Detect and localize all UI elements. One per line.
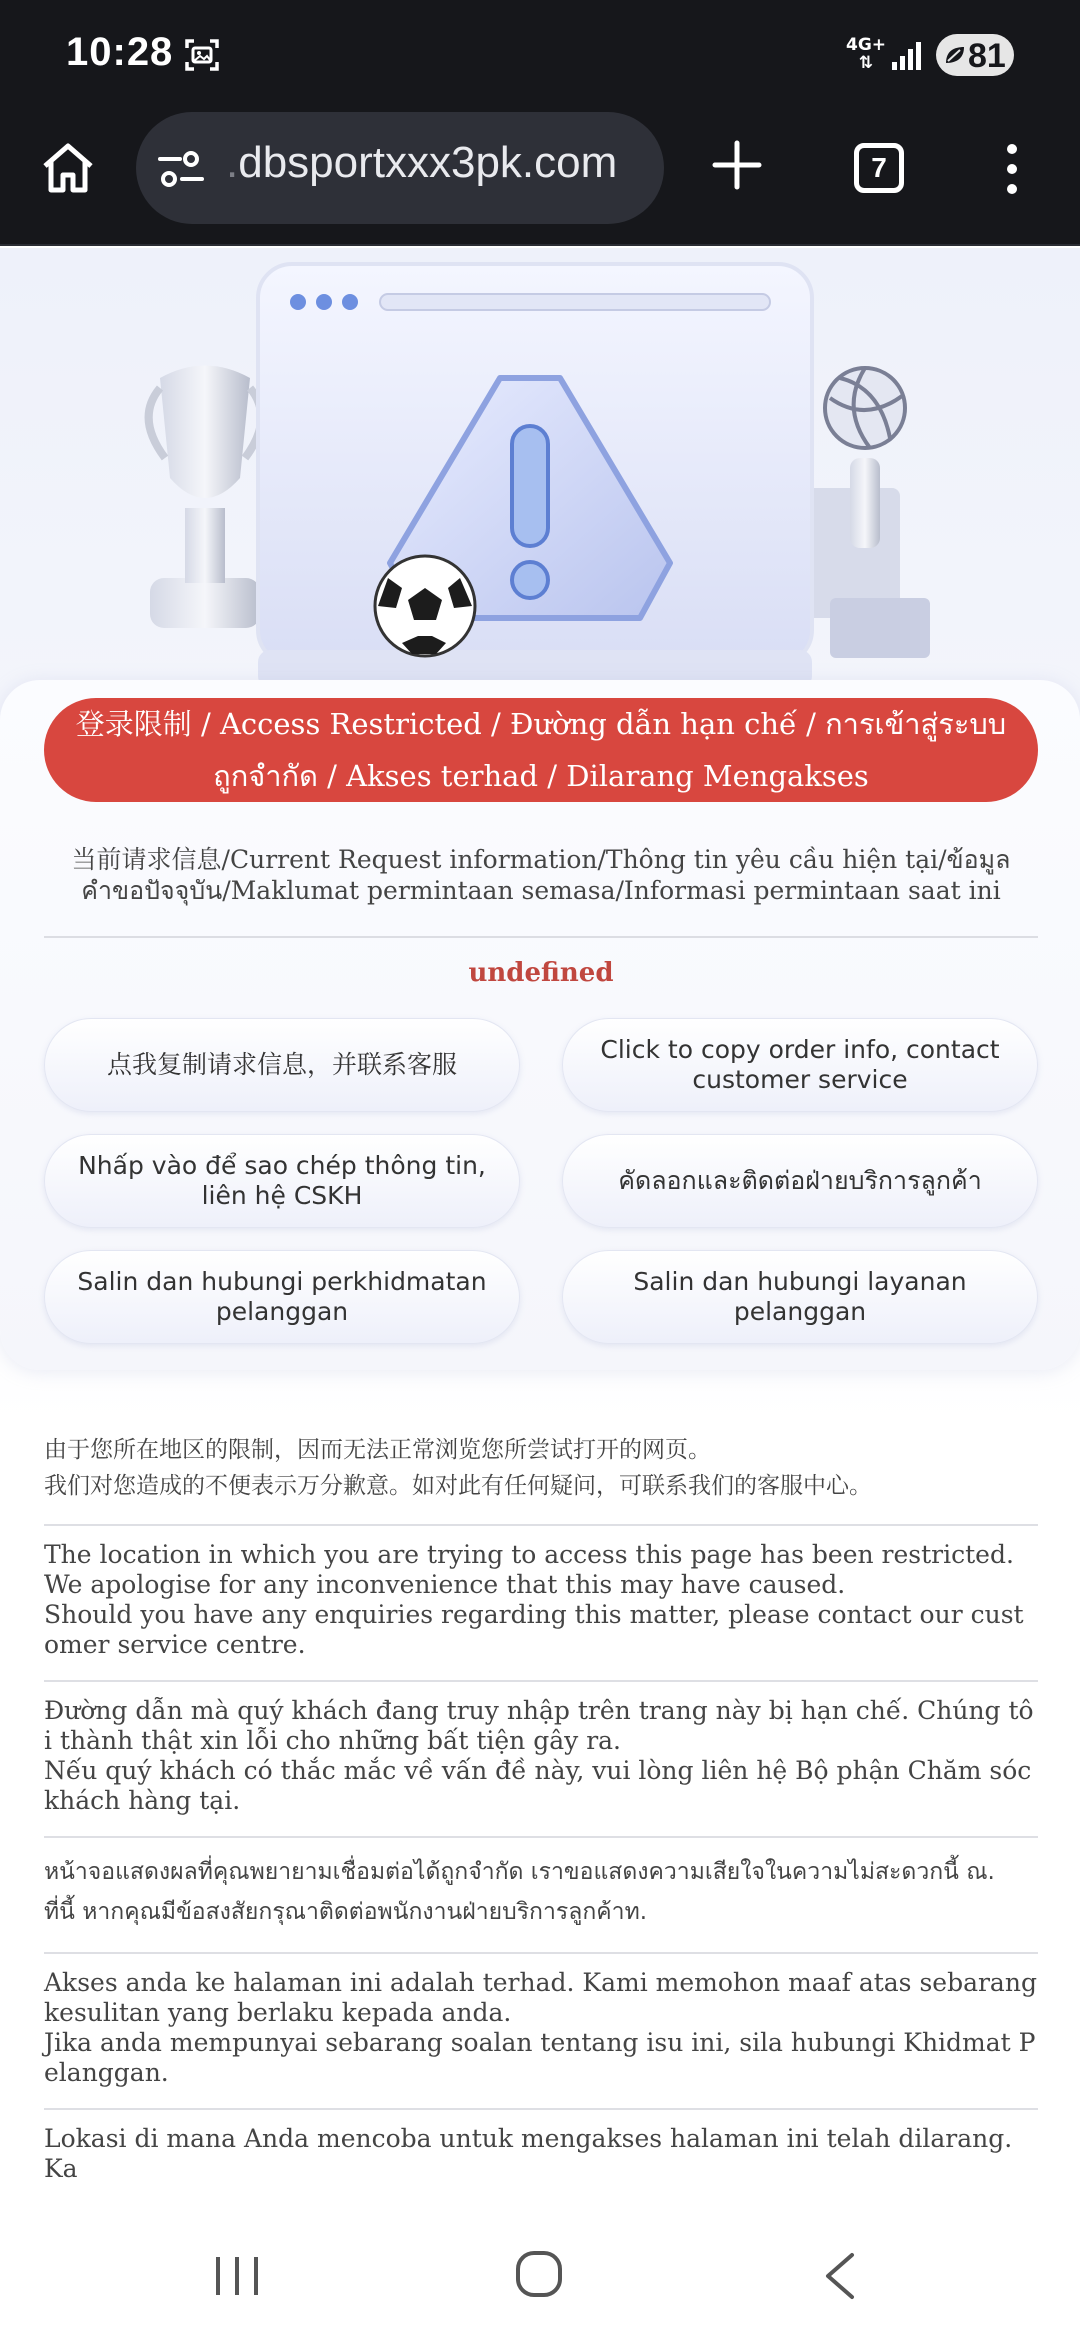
new-tab-icon[interactable] [712, 140, 762, 190]
message-th [44, 1838, 1038, 1954]
access-restricted-banner: 登录限制 / Access Restricted / Đường dẫn hạn chế / การเข้าสู่ระบบถูกจำกัด / Akses terhad / Dilarang Mengakses [44, 698, 1038, 802]
power-saving-leaf-icon [944, 45, 966, 65]
message-en [44, 1526, 1038, 1682]
message-line: Should you have any enquiries regarding this matter, please contact our customer service centre. [44, 1600, 1024, 1659]
restriction-messages [44, 1418, 1038, 2204]
page-content [0, 248, 1080, 2213]
more-options-icon[interactable] [998, 142, 1026, 196]
message-id [44, 2110, 1038, 2204]
url-faded-prefix: . [226, 138, 239, 187]
copy-info-button-vi[interactable]: Nhấp vào để sao chép thông tin, liên hệ CSKH [44, 1134, 520, 1228]
system-navigation-bar [0, 2213, 1080, 2340]
battery-indicator [936, 34, 1014, 76]
browser-toolbar [0, 110, 1080, 246]
home-icon[interactable] [40, 140, 96, 196]
restriction-card [0, 680, 1080, 1370]
message-line: Lokasi di mana Anda mencoba untuk mengakses halaman ini telah dilarang. Ka [44, 2124, 1013, 2183]
address-bar[interactable] [136, 112, 664, 224]
copy-request-info-button-zh[interactable]: 点我复制请求信息，并联系客服 [44, 1018, 520, 1112]
message-vi [44, 1682, 1038, 1838]
message-zh [44, 1418, 1038, 1526]
site-settings-icon[interactable] [158, 150, 204, 188]
message-line: 我们对您造成的不便表示万分歉意。如对此有任何疑问，可联系我们的客服中心。 [44, 1473, 872, 1499]
battery-level: 81 [968, 37, 1006, 75]
signal-icon [892, 40, 926, 72]
message-line: Jika anda mempunyai sebarang soalan tentang isu ini, sila hubungi Khidmat Pelanggan. [44, 2028, 1036, 2087]
data-arrows-icon: ⇅ [858, 53, 874, 73]
home-button-icon[interactable] [514, 2249, 564, 2299]
divider [44, 936, 1038, 938]
screenshot-notification-icon [184, 38, 220, 72]
url-text[interactable] [226, 138, 617, 188]
copy-info-button-id[interactable]: Salin dan hubungi layanan pelanggan [562, 1250, 1038, 1344]
recent-apps-icon[interactable] [212, 2253, 262, 2299]
request-info-value: undefined [468, 958, 614, 988]
message-line: The location in which you are trying to access this page has been restricted. We apologise for any inconvenience that this may have caused. [44, 1540, 1014, 1599]
copy-info-button-th[interactable]: คัดลอกและติดต่อฝ่ายบริการลูกค้า [562, 1134, 1038, 1228]
network-type: 4G+ [846, 35, 887, 55]
status-time: 10:28 [66, 30, 174, 74]
status-bar [0, 0, 1080, 110]
trophy [149, 366, 262, 629]
current-request-label: 当前请求信息/Current Request information/Thông tin yêu cầu hiện tại/ข้อมูลคำขอปัจจุบัน/Maklumat permintaan semasa/Informasi permintaan saat ini [71, 845, 1011, 905]
url-domain: dbsportxxx3pk.com [238, 138, 618, 187]
message-line: ที่นี้ หากคุณมีข้อสงสัยกรุณาติดต่อพนักงานฝ่ายบริการลูกค้าท. [44, 1899, 648, 1925]
access-restricted-illustration [140, 258, 940, 698]
message-ms [44, 1954, 1038, 2110]
tab-switcher-button[interactable]: 7 [854, 143, 904, 193]
back-icon[interactable] [822, 2251, 858, 2301]
message-line: หน้าจอแสดงผลที่คุณพยายามเชื่อมต่อได้ถูกจำกัด เราขอแสดงความเสียใจในความไม่สะดวกนี้ ณ. [44, 1859, 995, 1885]
message-line: Đường dẫn mà quý khách đang truy nhập trên trang này bị hạn chế. Chúng tôi thành thật xin lỗi cho những bất tiện gây ra. [44, 1696, 1034, 1755]
message-line: Akses anda ke halaman ini adalah terhad. Kami memohon maaf atas sebarang kesulitan yang berlaku kepada anda. [44, 1968, 1037, 2027]
copy-info-button-ms[interactable]: Salin dan hubungi perkhidmatan pelanggan [44, 1250, 520, 1344]
message-line: Nếu quý khách có thắc mắc về vấn đề này, vui lòng liên hệ Bộ phận Chăm sóc khách hàng tại. [44, 1756, 1032, 1815]
network-indicator [846, 36, 886, 72]
football [375, 556, 475, 656]
copy-order-info-button-en[interactable]: Click to copy order info, contact customer service [562, 1018, 1038, 1112]
message-line: 由于您所在地区的限制，因而无法正常浏览您所尝试打开的网页。 [44, 1437, 711, 1463]
